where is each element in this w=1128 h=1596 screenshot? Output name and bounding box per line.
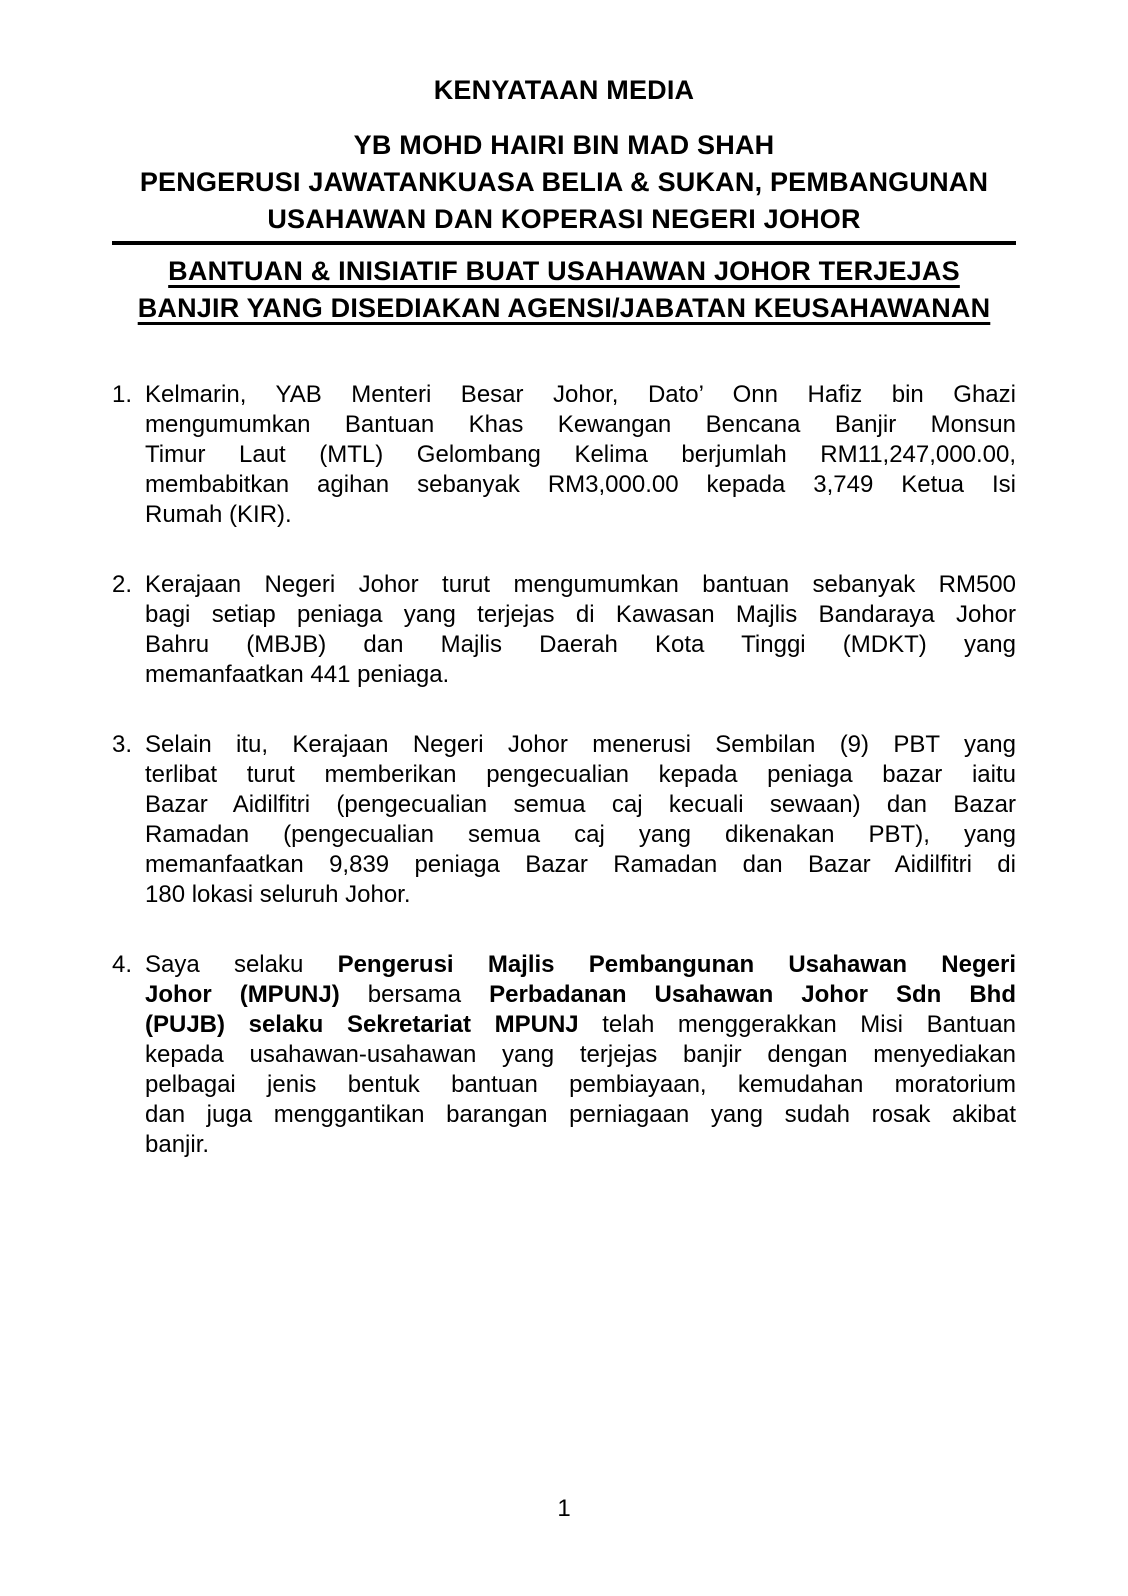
- text-run: bagi setiap peniaga yang terjejas di Kawasan Majlis Bandaraya Johor: [145, 601, 1016, 628]
- text-run: pelbagai jenis bentuk bantuan pembiayaan, kemudahan moratorium: [145, 1071, 1016, 1098]
- paragraph-line: [145, 1040, 1016, 1070]
- paragraph-line: [145, 850, 1016, 880]
- body-paragraphs: [112, 380, 1016, 1160]
- paragraph-line: [145, 760, 1016, 790]
- paragraph-line: [145, 1130, 1016, 1160]
- bold-text-run: Perbadanan Usahawan Johor Sdn Bhd: [489, 981, 1016, 1008]
- numbered-paragraph: [112, 570, 1016, 690]
- paragraph-line: [145, 790, 1016, 820]
- text-run: terlibat turut memberikan pengecualian kepada peniaga bazar iaitu: [145, 761, 1016, 788]
- bold-text-run: (PUJB) selaku Sekretariat MPUNJ: [145, 1011, 579, 1038]
- paragraph-number: 3.: [112, 731, 133, 758]
- paragraph-line: [145, 630, 1016, 660]
- document-kicker: KENYATAAN MEDIA: [433, 75, 695, 105]
- bold-text-run: Johor (MPUNJ): [145, 981, 340, 1008]
- paragraph-line: [145, 410, 1016, 440]
- paragraph-line: [145, 440, 1016, 470]
- text-run: Bazar Aidilfitri (pengecualian semua caj kecuali sewaan) dan Bazar: [145, 791, 1016, 818]
- author-role-line-2: USAHAWAN DAN KOPERASI NEGERI JOHOR: [267, 204, 861, 234]
- paragraph-line: [145, 500, 1016, 530]
- paragraph-line: [145, 660, 1016, 690]
- text-run: Saya selaku: [145, 951, 338, 978]
- paragraph-line: [145, 980, 1016, 1010]
- paragraph-number: 1.: [112, 381, 133, 408]
- paragraph-line: [145, 380, 1016, 410]
- paragraph-line: [145, 820, 1016, 850]
- paragraph-line: [145, 730, 1016, 760]
- text-run: Ramadan (pengecualian semua caj yang dikenakan PBT), yang: [145, 821, 1016, 848]
- numbered-paragraph: [112, 730, 1016, 910]
- numbered-paragraph: [112, 380, 1016, 530]
- paragraph-line: [145, 880, 1016, 910]
- text-run: dan juga menggantikan barangan perniagaan yang sudah rosak akibat: [145, 1101, 1016, 1128]
- text-run: Timur Laut (MTL) Gelombang Kelima berjumlah RM11,247,000.00,: [145, 441, 1016, 468]
- paragraph-line: [145, 470, 1016, 500]
- paragraph-line: [145, 1070, 1016, 1100]
- author-role-line-1: PENGERUSI JAWATANKUASA BELIA & SUKAN, PEMBANGUNAN: [139, 167, 989, 197]
- numbered-paragraph: [112, 950, 1016, 1160]
- document-title: [112, 253, 1016, 327]
- bold-text-run: Pengerusi Majlis Pembangunan Usahawan Negeri: [337, 951, 1016, 978]
- text-run: Rumah (KIR).: [145, 501, 292, 528]
- paragraph-line: [145, 1010, 1016, 1040]
- paragraph-number: 4.: [112, 951, 133, 978]
- author-block: [112, 127, 1016, 238]
- text-run: memanfaatkan 9,839 peniaga Bazar Ramadan dan Bazar Aidilfitri di: [145, 851, 1016, 878]
- text-run: membabitkan agihan sebanyak RM3,000.00 kepada 3,749 Ketua Isi: [145, 471, 1016, 498]
- text-run: Bahru (MBJB) dan Majlis Daerah Kota Tinggi (MDKT) yang: [145, 631, 1016, 658]
- paragraph-line: [145, 950, 1016, 980]
- paragraph-line: [145, 570, 1016, 600]
- text-run: bersama: [339, 981, 490, 1008]
- title-line-2: BANJIR YANG DISEDIAKAN AGENSI/JABATAN KEUSAHAWANAN: [137, 293, 991, 323]
- paragraph-line: [145, 600, 1016, 630]
- author-name-line: YB MOHD HAIRI BIN MAD SHAH: [353, 130, 775, 160]
- text-run: telah menggerakkan Misi Bantuan: [578, 1011, 1016, 1038]
- text-run: Kelmarin, YAB Menteri Besar Johor, Dato’ Onn Hafiz bin Ghazi: [145, 381, 1016, 408]
- text-run: Selain itu, Kerajaan Negeri Johor menerusi Sembilan (9) PBT yang: [145, 731, 1016, 758]
- header-divider: [112, 241, 1016, 245]
- paragraph-number: 2.: [112, 571, 133, 598]
- text-run: banjir.: [145, 1131, 210, 1158]
- text-run: mengumumkan Bantuan Khas Kewangan Bencana Banjir Monsun: [145, 411, 1016, 438]
- text-run: 180 lokasi seluruh Johor.: [145, 881, 411, 908]
- text-run: Kerajaan Negeri Johor turut mengumumkan bantuan sebanyak RM500: [145, 571, 1016, 598]
- page-number: 1: [557, 1495, 571, 1522]
- title-line-1: BANTUAN & INISIATIF BUAT USAHAWAN JOHOR TERJEJAS: [168, 256, 960, 286]
- text-run: memanfaatkan 441 peniaga.: [145, 661, 450, 688]
- paragraph-line: [145, 1100, 1016, 1130]
- text-run: kepada usahawan-usahawan yang terjejas banjir dengan menyediakan: [145, 1041, 1016, 1068]
